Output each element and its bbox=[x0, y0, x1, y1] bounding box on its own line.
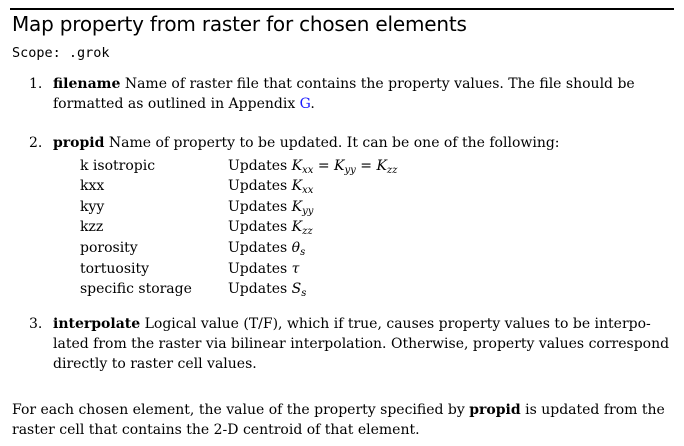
page-title: Map property from raster for chosen elements bbox=[12, 12, 467, 36]
top-rule bbox=[10, 8, 674, 10]
footer-text: raster cell that contains the 2-D centroid of that element. bbox=[12, 422, 420, 438]
property-name: k isotropic bbox=[80, 158, 156, 174]
item-number: 1. bbox=[29, 76, 43, 92]
scope-line: Scope: .grok bbox=[12, 45, 110, 61]
property-name: tortuosity bbox=[80, 261, 150, 277]
item-number: 2. bbox=[29, 135, 43, 151]
property-update: Updates $\theta_s$ bbox=[228, 240, 306, 258]
item-number: 3. bbox=[29, 316, 43, 332]
appendix-link[interactable]: G bbox=[299, 96, 311, 112]
item-filename bbox=[53, 74, 678, 114]
property-name: kzz bbox=[80, 219, 104, 235]
property-update: Updates $S_s$ bbox=[228, 281, 307, 299]
footer-text: is updated from the bbox=[520, 402, 665, 418]
footer-text: For each chosen element, the value of the property specified by bbox=[12, 402, 470, 418]
property-name: kyy bbox=[80, 199, 105, 215]
property-update: Updates τ bbox=[228, 261, 300, 277]
item-term: propid bbox=[53, 135, 105, 151]
item-description: Name of raster file that contains the property values. The file should be bbox=[120, 76, 635, 92]
item-description: lated from the raster via bilinear interpolation. Otherwise, property values correspond bbox=[53, 336, 670, 352]
property-name: porosity bbox=[80, 240, 138, 256]
property-name: specific storage bbox=[80, 281, 192, 297]
item-description: directly to raster cell values. bbox=[53, 356, 257, 372]
item-description: . bbox=[310, 96, 315, 112]
footer-paragraph bbox=[12, 400, 677, 440]
property-update: Updates $K_{xx} = K_{yy} = K_{zz}$ bbox=[228, 158, 398, 176]
property-update: Updates $K_{yy}$ bbox=[228, 199, 314, 217]
item-propid bbox=[53, 133, 560, 153]
item-term: filename bbox=[53, 76, 121, 92]
item-description: Name of property to be updated. It can be one of the following: bbox=[104, 135, 560, 151]
property-name: kxx bbox=[80, 178, 105, 194]
item-interpolate bbox=[53, 314, 678, 374]
property-update: Updates $K_{xx}$ bbox=[228, 178, 314, 196]
item-description: formatted as outlined in Appendix bbox=[53, 96, 300, 112]
property-update: Updates $K_{zz}$ bbox=[228, 219, 313, 237]
footer-term: propid bbox=[469, 402, 521, 418]
item-term: interpolate bbox=[53, 316, 141, 332]
item-description: Logical value (T/F), which if true, causes property values to be interpo- bbox=[140, 316, 651, 332]
